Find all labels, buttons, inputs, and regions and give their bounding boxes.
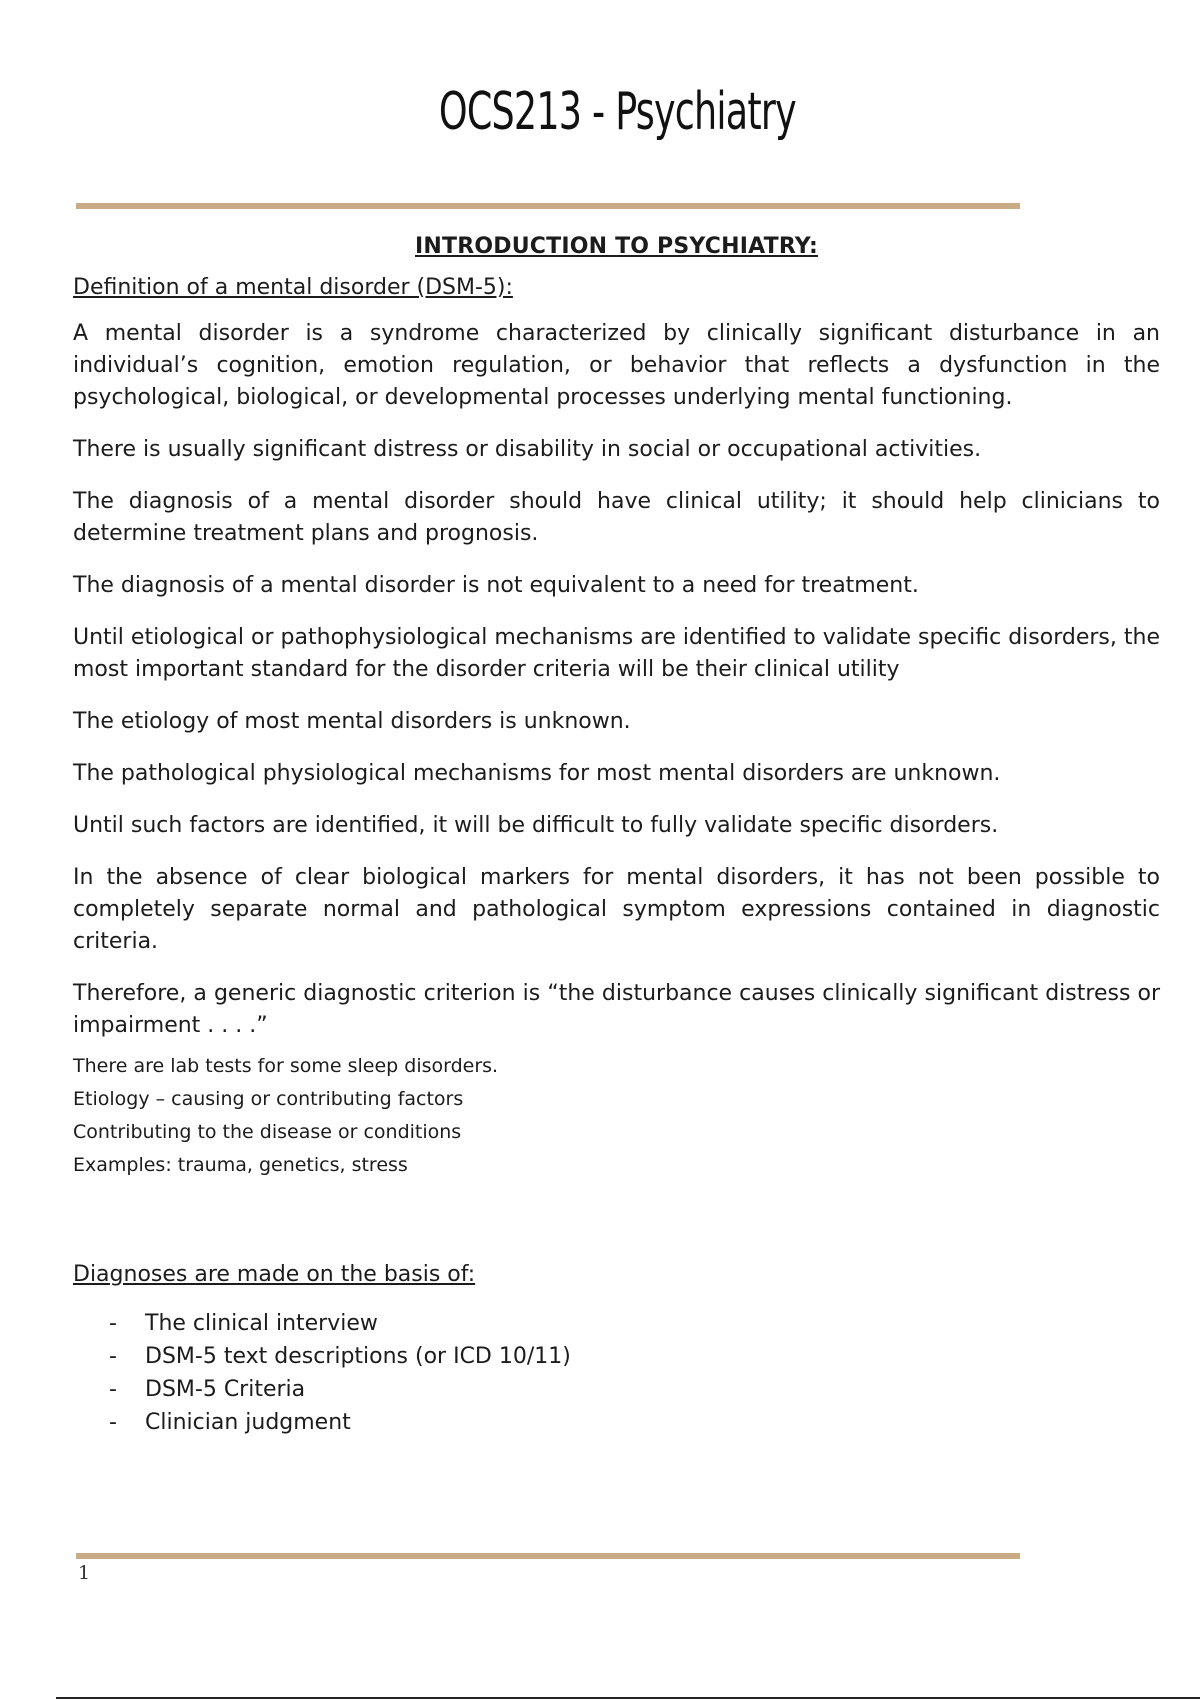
paragraph-factors: Until such factors are identified, it will be difficult to fully validate specific disorders.	[73, 813, 999, 838]
dash-bullet: -	[109, 1377, 117, 1402]
paragraph-distress: There is usually significant distress or disability in social or occupational activities.	[73, 437, 982, 462]
paragraph-definition: A mental disorder is a syndrome characterized by clinically significant disturbance in an individual’s cognition, emotion regulation, or behavior that reflects a dysfunction in the psychological, biological, or developmental processes underlying mental functioning.	[73, 321, 1160, 410]
list-item-text: DSM-5 text descriptions (or ICD 10/11)	[145, 1344, 571, 1369]
footer-divider	[76, 1553, 1020, 1559]
paragraph-treatment-need: The diagnosis of a mental disorder is not equivalent to a need for treatment.	[73, 573, 919, 598]
paragraph-etiology-unknown: The etiology of most mental disorders is unknown.	[73, 709, 631, 734]
notes-block	[73, 1050, 1160, 1182]
list-item	[73, 1307, 1160, 1340]
document-body	[73, 234, 1160, 1439]
paragraph-clinical-utility: The diagnosis of a mental disorder should have clinical utility; it should help clinicians to determine treatment plans and prognosis.	[73, 489, 1160, 546]
page-edge-line	[56, 1697, 1200, 1699]
header-divider	[76, 203, 1020, 209]
paragraph-generic-criterion: Therefore, a generic diagnostic criterion is “the disturbance causes clinically significant distress or impairment . . . .”	[73, 981, 1160, 1038]
diagnoses-heading: Diagnoses are made on the basis of:	[73, 1262, 476, 1287]
document-title: OCS213 - Psychiatry	[438, 82, 796, 142]
paragraph-biological-markers: In the absence of clear biological markers for mental disorders, it has not been possible to completely separate normal and pathological symptom expressions contained in diagnostic criteria.	[73, 865, 1160, 954]
dash-bullet: -	[109, 1344, 117, 1369]
definition-heading: Definition of a mental disorder (DSM-5):	[73, 275, 513, 300]
list-item-text: The clinical interview	[145, 1311, 378, 1336]
note-line: Examples: trauma, genetics, stress	[73, 1154, 408, 1176]
dash-bullet: -	[109, 1311, 117, 1336]
dash-bullet: -	[109, 1410, 117, 1435]
list-item	[73, 1340, 1160, 1373]
paragraph-mechanisms-unknown: The pathological physiological mechanisms for most mental disorders are unknown.	[73, 761, 1001, 786]
list-item	[73, 1406, 1160, 1439]
list-item-text: Clinician judgment	[145, 1410, 351, 1435]
diagnoses-list	[73, 1307, 1160, 1439]
note-line: Etiology – causing or contributing factors	[73, 1088, 464, 1110]
note-line: Contributing to the disease or conditions	[73, 1121, 462, 1143]
list-item-text: DSM-5 Criteria	[145, 1377, 306, 1402]
list-item	[73, 1373, 1160, 1406]
note-line: There are lab tests for some sleep disorders.	[73, 1055, 499, 1077]
section-heading: INTRODUCTION TO PSYCHIATRY:	[415, 234, 818, 259]
paragraph-validation: Until etiological or pathophysiological mechanisms are identified to validate specific disorders, the most important standard for the disorder criteria will be their clinical utility	[73, 625, 1160, 682]
page-number: 1	[78, 1562, 91, 1584]
